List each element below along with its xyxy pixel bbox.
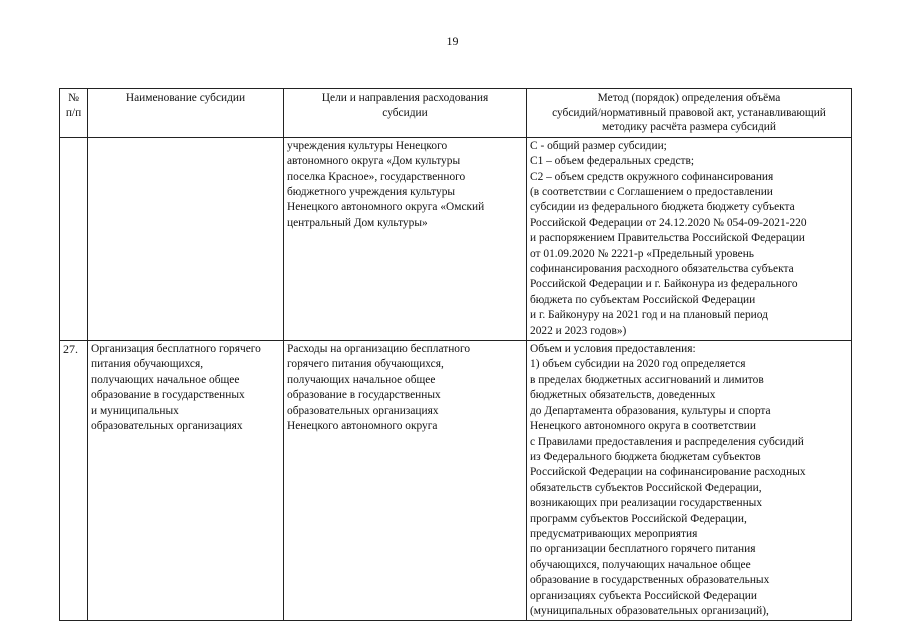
- cell-line: учреждения культуры Ненецкого: [287, 139, 448, 152]
- row-name-cell: [88, 341, 284, 621]
- row-method-cell: [527, 341, 852, 621]
- cell-line: 1) объем субсидии на 2020 год определяется: [530, 358, 746, 371]
- cell-line: образование в государственных: [287, 389, 441, 402]
- row-num-cell: 27.: [60, 341, 88, 621]
- cell-line: получающих начальное общее: [287, 373, 436, 386]
- row-goals-cell: [284, 137, 527, 340]
- cell-line: субсидии из федерального бюджета бюджету субъекта: [530, 201, 795, 214]
- cell-line: с Правилами предоставления и распределения субсидий: [530, 435, 804, 448]
- header-goals: [284, 89, 527, 138]
- cell-line: Российской Федерации и г. Байконура из федерального: [530, 278, 798, 291]
- table-row: [60, 137, 852, 340]
- cell-line: программ субъектов Российской Федерации,: [530, 512, 747, 525]
- cell-line: и распоряжением Правительства Российской Федерации: [530, 232, 805, 245]
- cell-line: возникающих при реализации государственных: [530, 497, 763, 510]
- header-num: [60, 89, 88, 138]
- cell-line: бюджетных обязательств, доведенных: [530, 389, 716, 402]
- cell-line: Организация бесплатного горячего: [91, 343, 261, 356]
- cell-line: С1 – объем федеральных средств;: [530, 155, 695, 168]
- header-line: методику расчёта размера субсидий: [602, 121, 776, 134]
- cell-line: Объем и условия предоставления:: [530, 343, 696, 356]
- cell-line: образовательных организациях: [287, 404, 439, 417]
- cell-line: в пределах бюджетных ассигнований и лимитов: [530, 373, 764, 386]
- cell-line: и г. Байконуру на 2021 год и на плановый период: [530, 309, 768, 322]
- header-line: №: [68, 92, 79, 104]
- cell-line: организациях субъекта Российской Федерации: [530, 589, 757, 602]
- row-method-cell: [527, 137, 852, 340]
- cell-line: Ненецкого автономного округа «Омский: [287, 201, 485, 214]
- cell-line: от 01.09.2020 № 2221-р «Предельный уровень: [530, 247, 754, 260]
- table-header-row: [60, 89, 852, 138]
- cell-line: и муниципальных: [91, 404, 179, 417]
- cell-line: обязательств субъектов Российской Федерации,: [530, 481, 762, 494]
- cell-line: по организации бесплатного горячего питания: [530, 543, 756, 556]
- cell-line: Российской Федерации на софинансирование расходных: [530, 466, 806, 479]
- cell-line: горячего питания обучающихся,: [287, 358, 444, 371]
- cell-line: С2 – объем средств окружного софинансирования: [530, 170, 774, 183]
- cell-line: образование в государственных образовательных: [530, 574, 770, 587]
- cell-line: поселка Красное», государственного: [287, 170, 466, 183]
- header-name: [88, 89, 284, 138]
- cell-line: предусматривающих мероприятия: [530, 527, 698, 540]
- header-line: субсидий/нормативный правовой акт, устанавливающий: [552, 106, 826, 119]
- cell-line: питания обучающихся,: [91, 358, 204, 371]
- cell-line: (в соответствии с Соглашением о предоставлении: [530, 186, 773, 198]
- row-num-cell: [60, 137, 88, 340]
- cell-line: (муниципальных образовательных организаций),: [530, 604, 769, 617]
- cell-line: С - общий размер субсидии;: [530, 139, 667, 152]
- header-line: Метод (порядок) определения объёма: [597, 92, 781, 104]
- header-line: Цели и направления расходования: [321, 92, 489, 104]
- cell-line: автономного округа «Дом культуры: [287, 155, 461, 168]
- row-name-cell: [88, 137, 284, 340]
- table-row: [60, 341, 852, 621]
- cell-line: Российской Федерации от 24.12.2020 № 054-09-2021-220: [530, 216, 807, 229]
- cell-line: образование в государственных: [91, 389, 245, 402]
- cell-line: Ненецкого автономного округа в соответствии: [530, 420, 756, 433]
- row-goals-cell: [284, 341, 527, 621]
- cell-line: обучающихся, получающих начальное общее: [530, 558, 751, 571]
- subsidy-table: [59, 88, 852, 621]
- cell-line: из Федерального бюджета бюджетам субъектов: [530, 450, 761, 463]
- cell-line: Ненецкого автономного округа: [287, 420, 438, 433]
- cell-line: получающих начальное общее: [91, 373, 240, 386]
- page-number: 19: [446, 34, 459, 48]
- cell-line: бюджетного учреждения культуры: [287, 186, 456, 198]
- header-line: субсидии: [382, 106, 428, 119]
- cell-line: центральный Дом культуры»: [287, 216, 428, 229]
- cell-line: 2022 и 2023 годов»): [530, 324, 627, 337]
- header-method: [527, 89, 852, 138]
- cell-line: Расходы на организацию бесплатного: [287, 343, 471, 356]
- header-line: п/п: [65, 106, 82, 119]
- header-line: Наименование субсидии: [125, 92, 246, 104]
- cell-line: бюджета по субъектам Российской Федерации: [530, 293, 756, 306]
- cell-line: образовательных организациях: [91, 420, 243, 433]
- cell-line: софинансирования расходного обязательства субъекта: [530, 263, 794, 276]
- cell-line: до Департамента образования, культуры и спорта: [530, 404, 771, 417]
